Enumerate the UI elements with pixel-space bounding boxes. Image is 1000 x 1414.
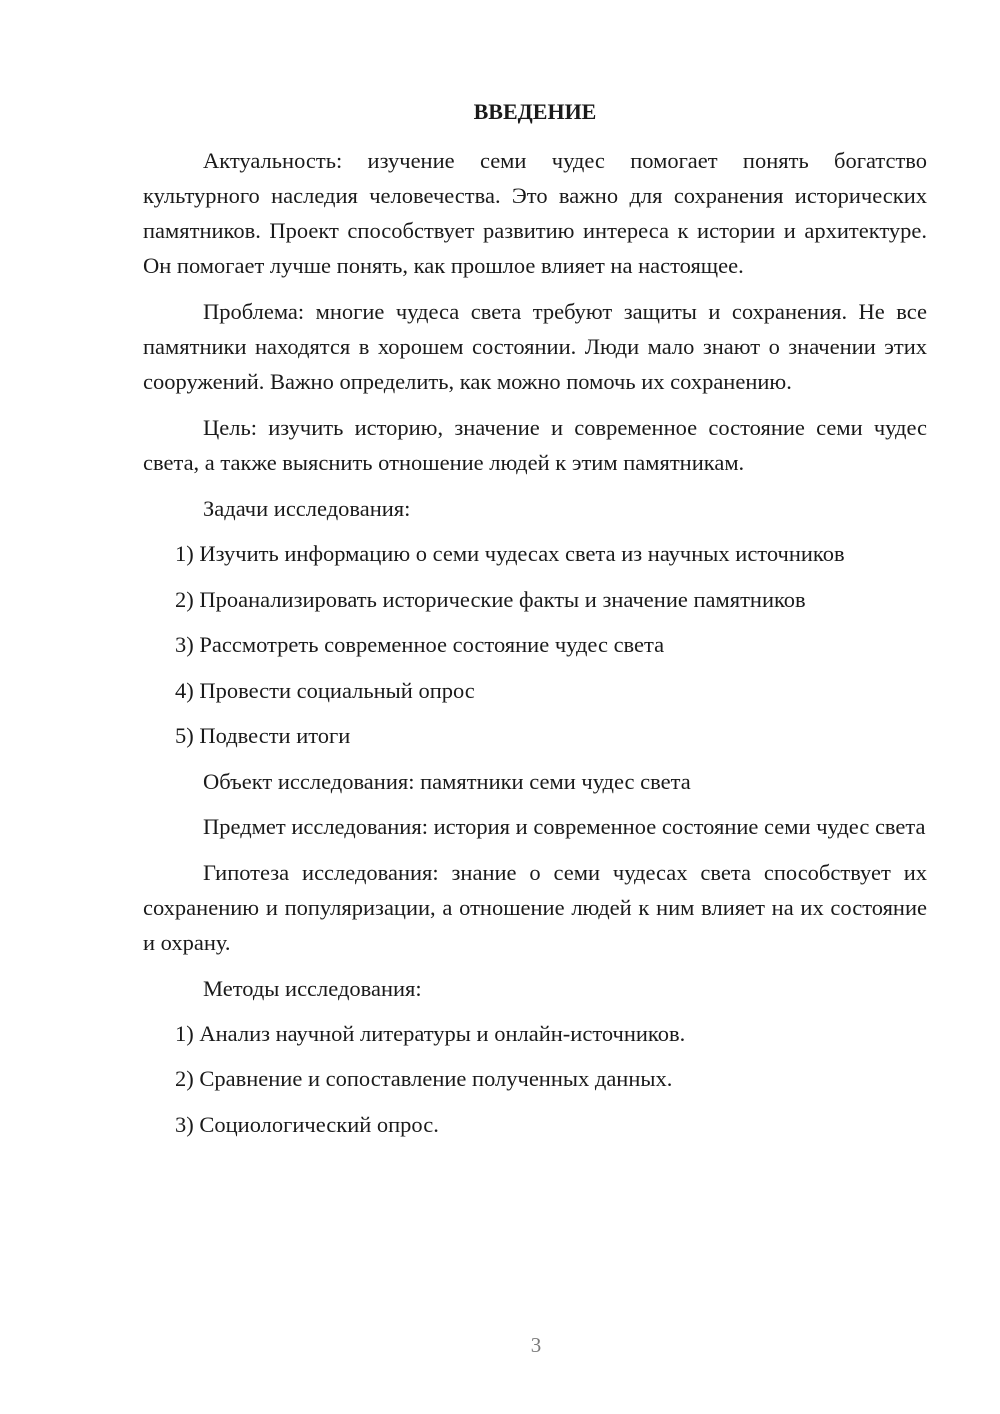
list-item-method-1: 1) Анализ научной литературы и онлайн-источников.	[175, 1020, 686, 1046]
list-item-task-3: 3) Рассмотреть современное состояние чудес света	[175, 632, 665, 657]
paragraph-object: Объект исследования: памятники семи чудес света	[203, 768, 691, 794]
list-item-method-3: 3) Социологический опрос.	[175, 1111, 439, 1137]
methods-heading: Методы исследования:	[203, 975, 422, 1001]
list-item-method-2: 2) Сравнение и сопоставление полученных данных.	[175, 1066, 673, 1091]
tasks-heading: Задачи исследования:	[203, 496, 411, 521]
paragraph-goal: Цель: изучить историю, значение и современное состояние семи чудес света, а также выяснить отношение людей к этим памятникам.	[143, 415, 927, 475]
list-item-task-4: 4) Провести социальный опрос	[175, 677, 475, 703]
tasks-list	[143, 536, 927, 753]
paragraph-relevance: Актуальность: изучение семи чудес помогает понять богатство культурного наследия человечества. Это важно для сохранения исторических памятников. Проект способствует развитию интереса к истории и архитектуре. Он помогает лучше понять, как прошлое влияет на настоящее.	[143, 148, 927, 278]
list-item-task-2: 2) Проанализировать исторические факты и значение памятников	[175, 586, 806, 612]
page-content	[143, 94, 927, 1152]
list-item-task-5: 5) Подвести итоги	[175, 723, 351, 748]
page-title: ВВЕДЕНИЕ	[473, 99, 597, 124]
paragraph-hypothesis: Гипотеза исследования: знание о семи чудесах света способствует их сохранению и популяризации, а отношение людей к ним влияет на их состояние и охрану.	[143, 859, 927, 955]
paragraph-problem: Проблема: многие чудеса света требуют защиты и сохранения. Не все памятники находятся в хорошем состоянии. Люди мало знают о значении этих сооружений. Важно определить, как можно помочь их сохранению.	[143, 299, 927, 394]
page-number: 3	[530, 1333, 542, 1357]
methods-list	[143, 1016, 927, 1142]
list-item-task-1: 1) Изучить информацию о семи чудесах света из научных источников	[175, 541, 845, 566]
paragraph-subject: Предмет исследования: история и современное состояние семи чудес света	[203, 813, 926, 839]
